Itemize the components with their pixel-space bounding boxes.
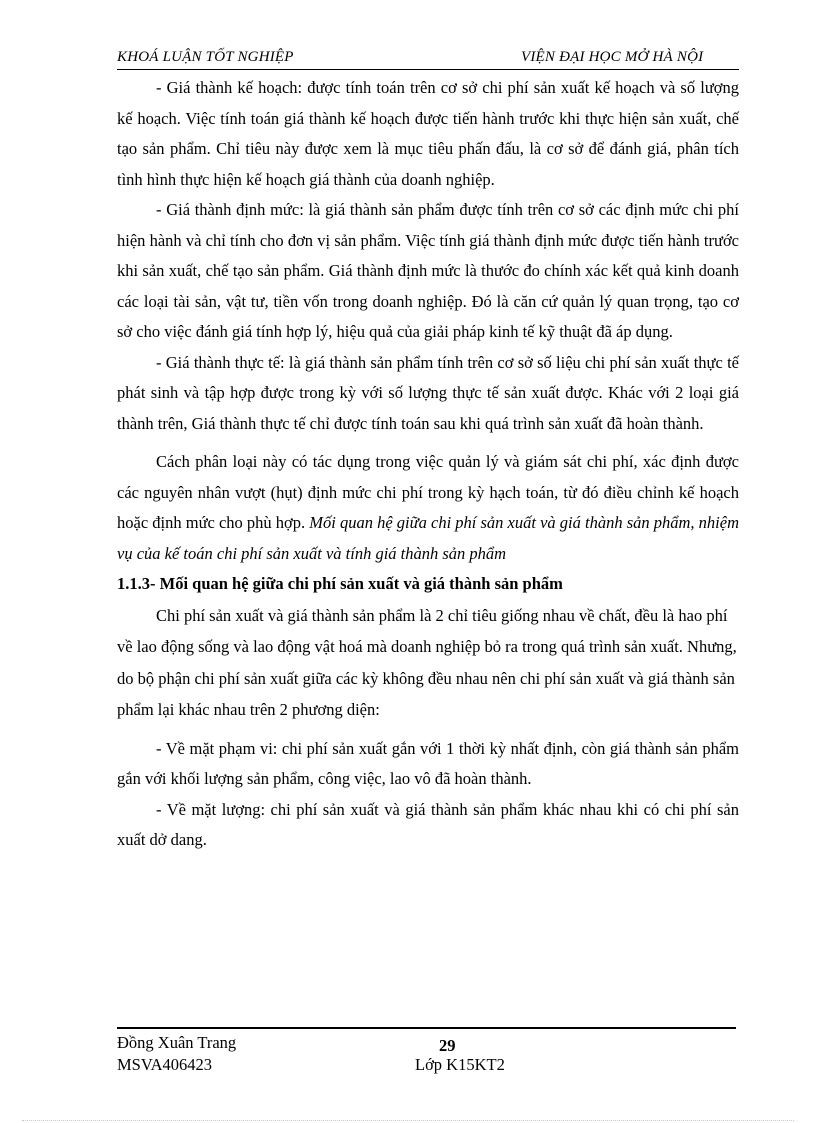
footer-author: Đồng Xuân Trang [117,1033,237,1052]
paragraph-classification [117,447,739,569]
page-body [117,73,739,856]
page-header [117,47,739,70]
footer-student-id: MSVA406423 [117,1055,213,1074]
paragraph-actual-cost: - Giá thành thực tế: là giá thành sản phẩm tính trên cơ sở số liệu chi phí sản xuất thực tế phát sinh và tập hợp được trong kỳ với số lượng thực tế sản xuất được. Khác với 2 loại giá thành trên, Giá thành thực tế chỉ được tính toán sau khi quá trình sản xuất đã hoàn thành. [117,352,739,433]
paragraph-scope: - Về mặt phạm vi: chi phí sản xuất gắn với 1 thời kỳ nhất định, còn giá thành sản phẩm gắn với khối lượng sản phẩm, công việc, lao vô đã hoàn thành. [117,738,739,788]
header-left: KHOÁ LUẬN TỐT NGHIỆP [117,49,294,65]
footer-rule [117,1027,736,1029]
header-right: VIỆN ĐẠI HỌC MỞ HÀ NỘI [521,49,704,65]
page-bottom-dotted-line [22,1120,794,1121]
classification-text: Cách phân loại này có tác dụng trong việc quản lý và giám sát chi phí, xác định được các nguyên nhân vượt (hụt) định mức chi phí trong kỳ hạch toán, từ đó điều chỉnh kế hoạch hoặc định mức cho phù hợp. [117,452,739,532]
paragraph-standard-cost: - Giá thành định mức: là giá thành sản phẩm được tính trên cơ sở các định mức chi phí hiện hành và chỉ tính cho đơn vị sản phẩm. Việc tính giá thành định mức được tiến hành trước khi sản xuất, chế tạo sản phẩm. Giá thành định mức là thước đo chính xác kết quả kinh doanh các loại tài sản, vật tư, tiền vốn trong doanh nghiệp. Đó là căn cứ quản lý quan trọng, tạo cơ sở cho việc đánh giá tính hợp lý, hiệu quả của giải pháp kinh tế kỹ thuật đã áp dụng. [117,200,739,341]
paragraph-relationship: Chi phí sản xuất và giá thành sản phẩm là 2 chỉ tiêu giống nhau về chất, đều là hao phí về lao động sống và lao động vật hoá mà doanh nghiệp bỏ ra trong quá trình sản xuất. Nhưng, do bộ phận chi phí sản xuất giữa các kỳ không đều nhau nên chi phí sản xuất và giá thành sản phẩm lại khác nhau trên 2 phương diện: [117,605,737,719]
paragraph-planned-cost: - Giá thành kế hoạch: được tính toán trên cơ sở chi phí sản xuất kế hoạch và số lượng kế hoạch. Việc tính toán giá thành kế hoạch được tiến hành trước khi thực hiện sản xuất, chế tạo sản phẩm. Chỉ tiêu này được xem là mục tiêu phấn đấu, là cơ sở để đánh giá, phân tích tình hình thực hiện kế hoạch giá thành của doanh nghiệp. [117,78,739,189]
section-heading: 1.1.3- Mối quan hệ giữa chi phí sản xuất và giá thành sản phẩm [117,574,563,593]
footer-class: Lớp K15KT2 [415,1055,505,1074]
classification-italic-text: Mối quan hệ giữa chi phí sản xuất và giá thành sản phẩm, nhiệm vụ của kế toán chi phí sản xuất và tính giá thành sản phẩm [117,513,740,563]
paragraph-quantity: - Về mặt lượng: chi phí sản xuất và giá thành sản phẩm khác nhau khi có chi phí sản xuất dở dang. [117,799,739,849]
footer-page-number: 29 [439,1036,456,1055]
